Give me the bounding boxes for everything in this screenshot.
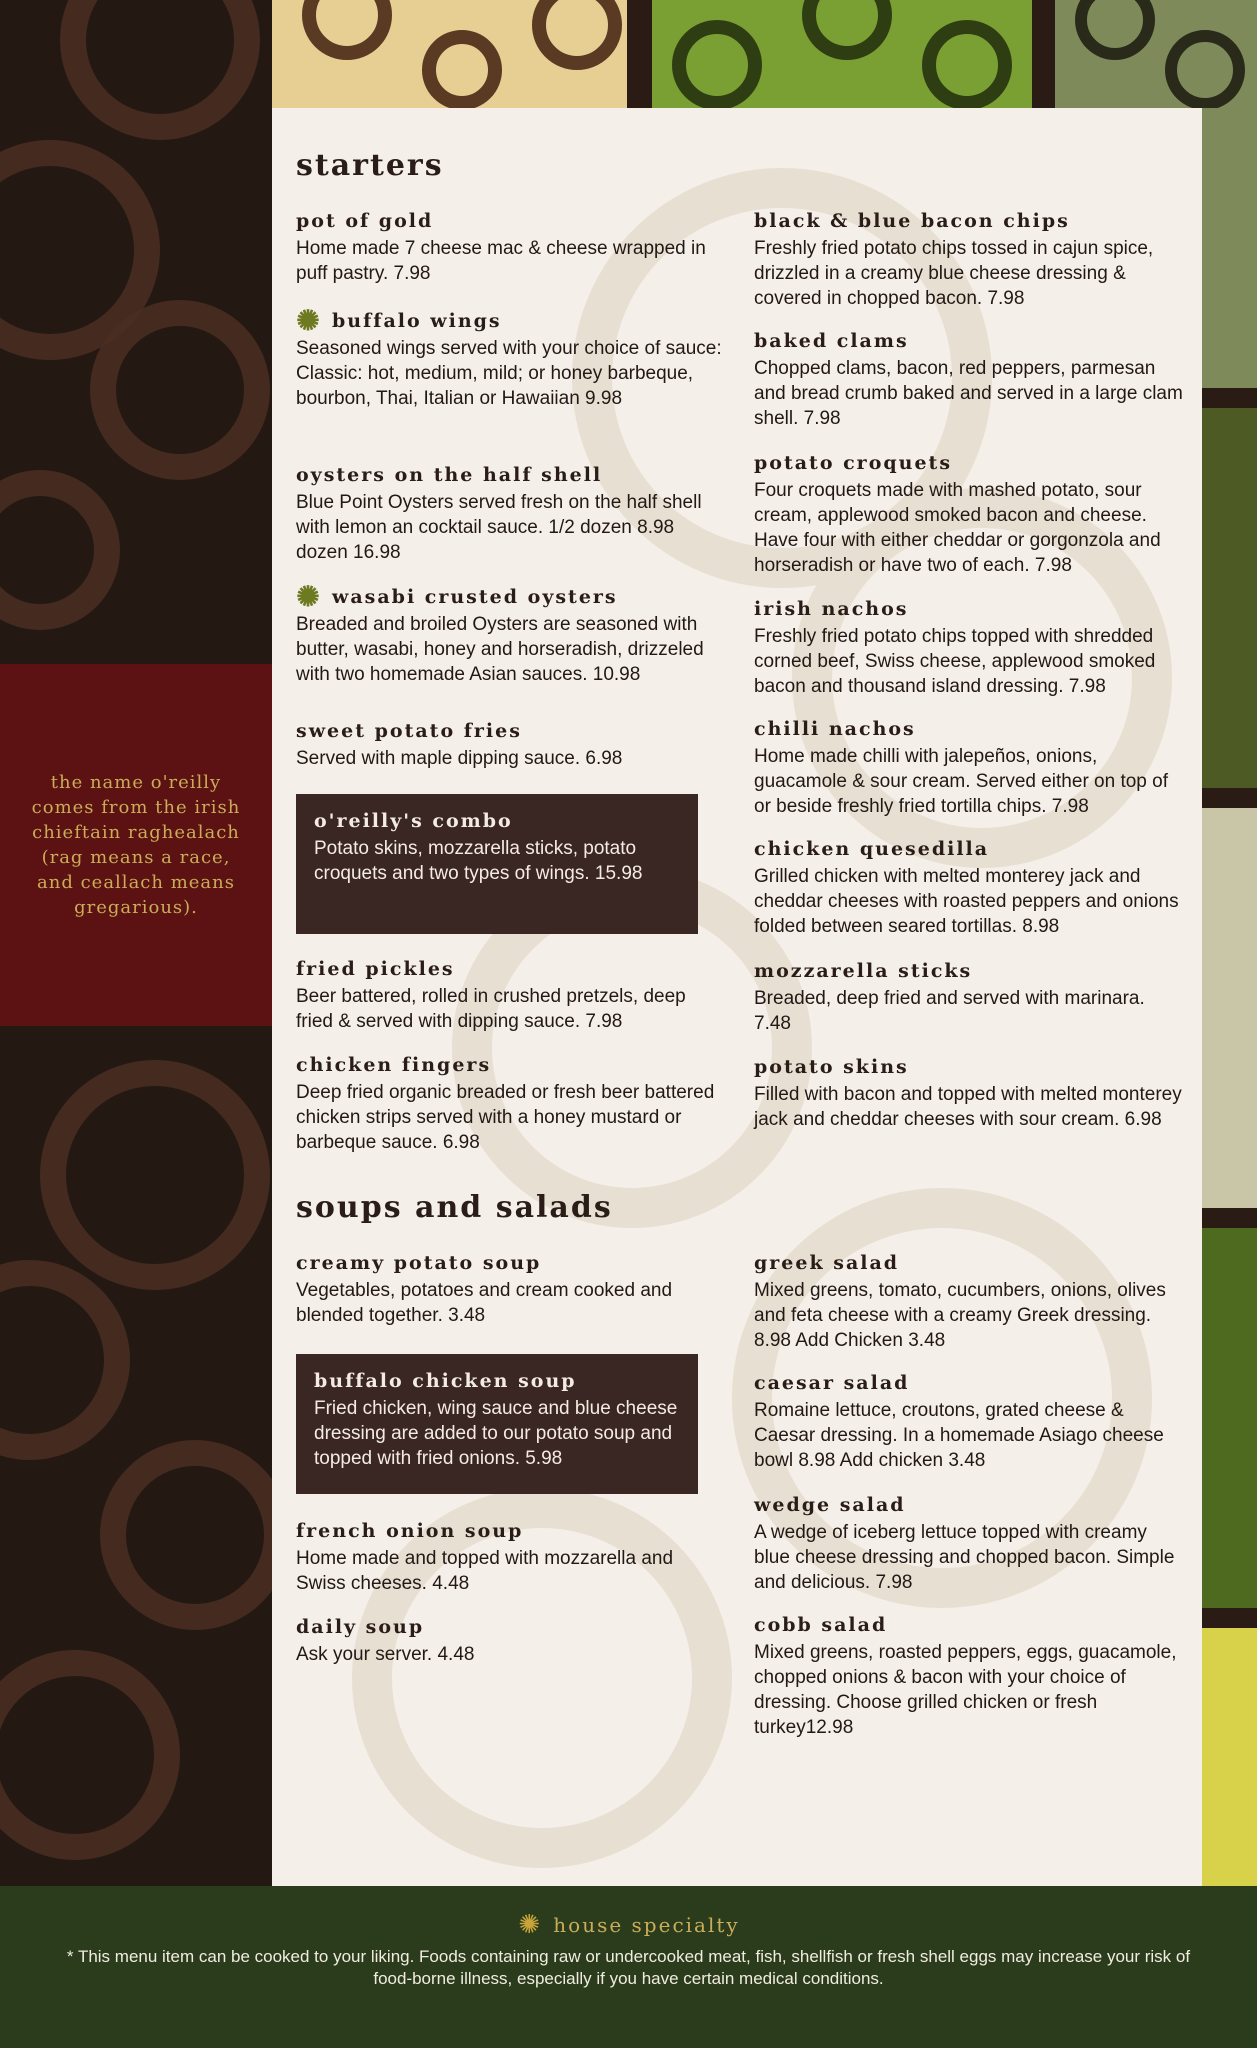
menu-item — [754, 450, 1184, 578]
menu-item-name: chilli nachos — [754, 718, 916, 740]
menu-item-name: potato skins — [754, 1056, 909, 1078]
menu-item — [296, 208, 726, 286]
pattern-divider — [1032, 0, 1055, 108]
soups-salads-heading: soups and salads — [296, 1190, 613, 1225]
strip-divider — [1202, 388, 1257, 408]
strip-divider — [1202, 788, 1257, 808]
right-pattern-strip — [1202, 108, 1257, 1886]
specialty-star-icon: ✺ — [518, 1910, 543, 1940]
pattern-motif — [422, 30, 502, 108]
menu-item-name: pot of gold — [296, 210, 434, 232]
pattern-motif — [532, 0, 622, 70]
pattern-motif — [802, 0, 892, 60]
menu-item — [296, 1614, 726, 1667]
menu-item-desc: Home made 7 cheese mac & cheese wrapped in puff pastry. 7.98 — [296, 238, 706, 284]
strip-tile-dark-green — [1202, 408, 1257, 788]
swirl-ornament — [0, 470, 120, 630]
food-safety-disclaimer: * This menu item can be cooked to your liking. Foods containing raw or undercooked meat, fish, shellfish or fresh shell eggs may increase your risk of food-borne illness, especially if you have certain medical conditions. — [66, 1947, 1191, 1988]
menu-item-name: greek salad — [754, 1252, 900, 1274]
menu-item — [754, 1612, 1184, 1740]
menu-item-name: buffalo chicken soup — [314, 1370, 577, 1392]
menu-item-desc: A wedge of iceberg lettuce topped with creamy blue cheese dressing and chopped bacon. Simple and delicious. 7.98 — [754, 1522, 1175, 1593]
menu-item-desc: Freshly fried potato chips tossed in cajun spice, drizzled in a creamy blue cheese dressing & covered in chopped bacon. 7.98 — [754, 238, 1154, 309]
menu-item-desc: Home made and topped with mozzarella and Swiss cheeses. 4.48 — [296, 1548, 674, 1594]
strip-tile-olive — [1202, 108, 1257, 388]
strip-divider — [1202, 1608, 1257, 1628]
menu-item-desc: Mixed greens, roasted peppers, eggs, guacamole, chopped onions & bacon with your choice of dressing. Choose grilled chicken or fresh turkey12.98 — [754, 1642, 1177, 1738]
menu-item-desc: Fried chicken, wing sauce and blue cheese dressing are added to our potato soup and topped with fried onions. 5.98 — [314, 1398, 678, 1469]
menu-item-name: caesar salad — [754, 1372, 910, 1394]
menu-item-desc: Beer battered, rolled in crushed pretzels, deep fried & served with dipping sauce. 7.98 — [296, 986, 686, 1032]
menu-item-desc: Grilled chicken with melted monterey jack and cheddar cheeses with roasted peppers and onions folded between seared tortillas. 8.98 — [754, 866, 1179, 937]
menu-item — [296, 1052, 726, 1155]
menu-item — [754, 596, 1184, 699]
swirl-ornament — [60, 0, 260, 140]
pattern-tile-green — [652, 0, 1032, 108]
menu-item — [754, 1492, 1184, 1595]
menu-item-name: sweet potato fries — [296, 720, 522, 742]
menu-item — [754, 1250, 1184, 1353]
menu-item — [296, 1518, 726, 1596]
menu-item — [296, 580, 726, 687]
menu-item-desc: Vegetables, potatoes and cream cooked and blended together. 3.48 — [296, 1280, 673, 1326]
menu-item — [754, 1370, 1184, 1473]
swirl-ornament — [100, 1440, 272, 1630]
pattern-motif — [302, 0, 392, 60]
combo-feature-box — [296, 794, 698, 934]
footer — [0, 1886, 1257, 2048]
menu-item-desc: Potato skins, mozzarella sticks, potato croquets and two types of wings. 15.98 — [314, 838, 643, 884]
strip-tile-green — [1202, 1228, 1257, 1608]
menu-item-desc: Four croquets made with mashed potato, sour cream, applewood smoked bacon and cheese. Have four with either cheddar or gorgonzola and horseradish or have two of each. 7.98 — [754, 480, 1161, 576]
menu-item — [296, 956, 726, 1034]
menu-item-name: french onion soup — [296, 1520, 524, 1542]
pattern-tile-olive — [1055, 0, 1257, 108]
menu-item-desc: Mixed greens, tomato, cucumbers, onions, olives and feta cheese with a creamy Greek dressing. 8.98 Add Chicken 3.48 — [754, 1280, 1166, 1351]
menu-item-name: wedge salad — [754, 1494, 906, 1516]
sidebar-name-origin-note — [0, 664, 272, 1026]
menu-item-name: chicken quesedilla — [754, 838, 990, 860]
menu-panel — [272, 108, 1202, 1886]
strip-tile-yellow — [1202, 1628, 1257, 1886]
specialty-star-icon: ✺ — [296, 304, 322, 337]
pattern-motif — [672, 20, 762, 108]
house-specialty-legend — [0, 1912, 1257, 1938]
pattern-motif — [1165, 30, 1245, 108]
menu-item-name: buffalo wings — [332, 310, 502, 332]
menu-item — [754, 208, 1184, 311]
menu-item-name: black & blue bacon chips — [754, 210, 1070, 232]
legend-label: house specialty — [553, 1913, 740, 1937]
menu-item-name: daily soup — [296, 1616, 425, 1638]
swirl-ornament — [0, 1650, 180, 1860]
menu-item-desc: Deep fried organic breaded or fresh beer battered chicken strips served with a honey mustard or barbeque sauce. 6.98 — [296, 1082, 715, 1153]
soup-feature-box — [296, 1354, 698, 1494]
menu-item-name: creamy potato soup — [296, 1252, 542, 1274]
swirl-ornament — [0, 1260, 130, 1460]
strip-divider — [1202, 1208, 1257, 1228]
menu-item-desc: Ask your server. 4.48 — [296, 1644, 475, 1665]
menu-item-name: o'reilly's combo — [314, 810, 513, 832]
menu-item — [296, 1250, 726, 1328]
menu-item-desc: Chopped clams, bacon, red peppers, parmesan and bread crumb baked and served in a large clam shell. 7.98 — [754, 358, 1183, 429]
sidebar-note-text: the name o'reilly comes from the irish chieftain raghealach (rag means a race, and ceallach means gregarious). — [31, 772, 241, 918]
pattern-divider — [627, 0, 652, 108]
menu-item-name: mozzarella sticks — [754, 960, 973, 982]
menu-item — [296, 718, 726, 771]
menu-item — [296, 462, 726, 565]
menu-item — [754, 328, 1184, 431]
menu-item-desc: Seasoned wings served with your choice of sauce: Classic: hot, medium, mild; or honey barbeque, bourbon, Thai, Italian or Hawaiian 9.98 — [296, 338, 722, 409]
pattern-motif — [1075, 0, 1155, 60]
specialty-star-icon: ✺ — [296, 580, 322, 613]
menu-item-desc: Home made chilli with jalepeños, onions, guacamole & sour cream. Served either on top of or beside freshly fried tortilla chips. 7.98 — [754, 746, 1169, 817]
menu-item — [754, 958, 1184, 1036]
strip-tile-cream — [1202, 808, 1257, 1208]
menu-item-desc: Freshly fried potato chips topped with shredded corned beef, Swiss cheese, applewood smoked bacon and thousand island dressing. 7.98 — [754, 626, 1156, 697]
menu-item-desc: Breaded, deep fried and served with marinara. 7.48 — [754, 988, 1145, 1034]
menu-item-desc: Breaded and broiled Oysters are seasoned with butter, wasabi, honey and horseradish, drizzeled with two homemade Asian sauces. 10.98 — [296, 614, 704, 685]
menu-item-name: baked clams — [754, 330, 909, 352]
pattern-motif — [922, 20, 1012, 108]
menu-item-desc: Served with maple dipping sauce. 6.98 — [296, 748, 623, 769]
swirl-ornament — [40, 1060, 270, 1290]
swirl-ornament — [90, 300, 270, 480]
menu-item — [296, 304, 726, 411]
menu-item-name: wasabi crusted oysters — [332, 586, 618, 608]
menu-item — [754, 1054, 1184, 1132]
menu-item-name: cobb salad — [754, 1614, 888, 1636]
menu-item-desc: Romaine lettuce, croutons, grated cheese & Caesar dressing. In a homemade Asiago cheese bowl 8.98 Add chicken 3.48 — [754, 1400, 1164, 1471]
menu-item-name: potato croquets — [754, 452, 953, 474]
menu-item-name: chicken fingers — [296, 1054, 492, 1076]
menu-item-name: oysters on the half shell — [296, 464, 603, 486]
menu-item — [754, 836, 1184, 939]
menu-item-desc: Filled with bacon and topped with melted monterey jack and cheddar cheeses with sour cream. 6.98 — [754, 1084, 1182, 1130]
menu-item — [754, 716, 1184, 819]
menu-item-name: irish nachos — [754, 598, 909, 620]
menu-item-name: fried pickles — [296, 958, 455, 980]
menu-item-desc: Blue Point Oysters served fresh on the half shell with lemon an cocktail sauce. 1/2 dozen 8.98 dozen 16.98 — [296, 492, 702, 563]
pattern-tile-cream — [272, 0, 627, 108]
starters-heading: starters — [296, 148, 444, 183]
